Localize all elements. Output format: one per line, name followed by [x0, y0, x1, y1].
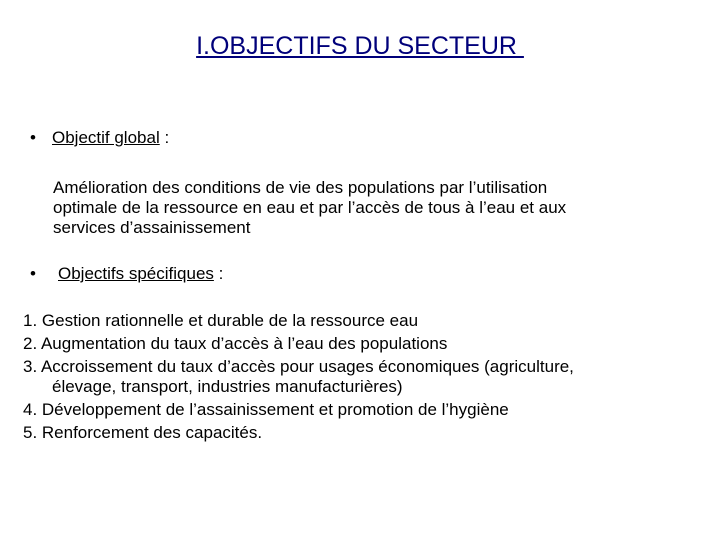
list-item-text: 2. Augmentation du taux d’accès à l’eau des populations — [23, 334, 448, 353]
specific-objectives-colon: : — [213, 264, 224, 283]
global-objective-line: optimale de la ressource en eau et par l’accès de tous à l’eau et aux — [53, 198, 567, 217]
bullet-specific — [30, 263, 223, 285]
specific-objectives-label: Objectifs spécifiques — [58, 264, 214, 283]
global-objective-colon: : — [159, 128, 170, 147]
slide-title-text: I.OBJECTIFS DU SECTEUR — [196, 32, 524, 60]
list-item — [23, 334, 703, 354]
global-objective-label: Objectif global — [52, 128, 160, 147]
list-item: 1. Gestion rationnelle et durable de la ressource eau — [23, 311, 419, 330]
slide-title — [0, 30, 720, 62]
objectives-list — [23, 311, 703, 446]
list-item — [23, 357, 703, 397]
global-objective-text — [53, 178, 683, 238]
bullet-global — [30, 127, 169, 149]
bullet-icon: • — [30, 264, 36, 283]
list-item-text: 3. Accroissement du taux d’accès pour usages économiques (agriculture, — [23, 357, 574, 376]
list-item: 4. Développement de l’assainissement et promotion de l’hygiène — [23, 400, 509, 419]
global-objective-line: services d’assainissement — [53, 218, 251, 237]
global-objective-line: Amélioration des conditions de vie des populations par l’utilisation — [53, 178, 548, 197]
list-item-continuation: élevage, transport, industries manufacturières) — [52, 377, 403, 396]
bullet-icon: • — [30, 128, 36, 147]
list-item: 5. Renforcement des capacités. — [23, 423, 263, 442]
